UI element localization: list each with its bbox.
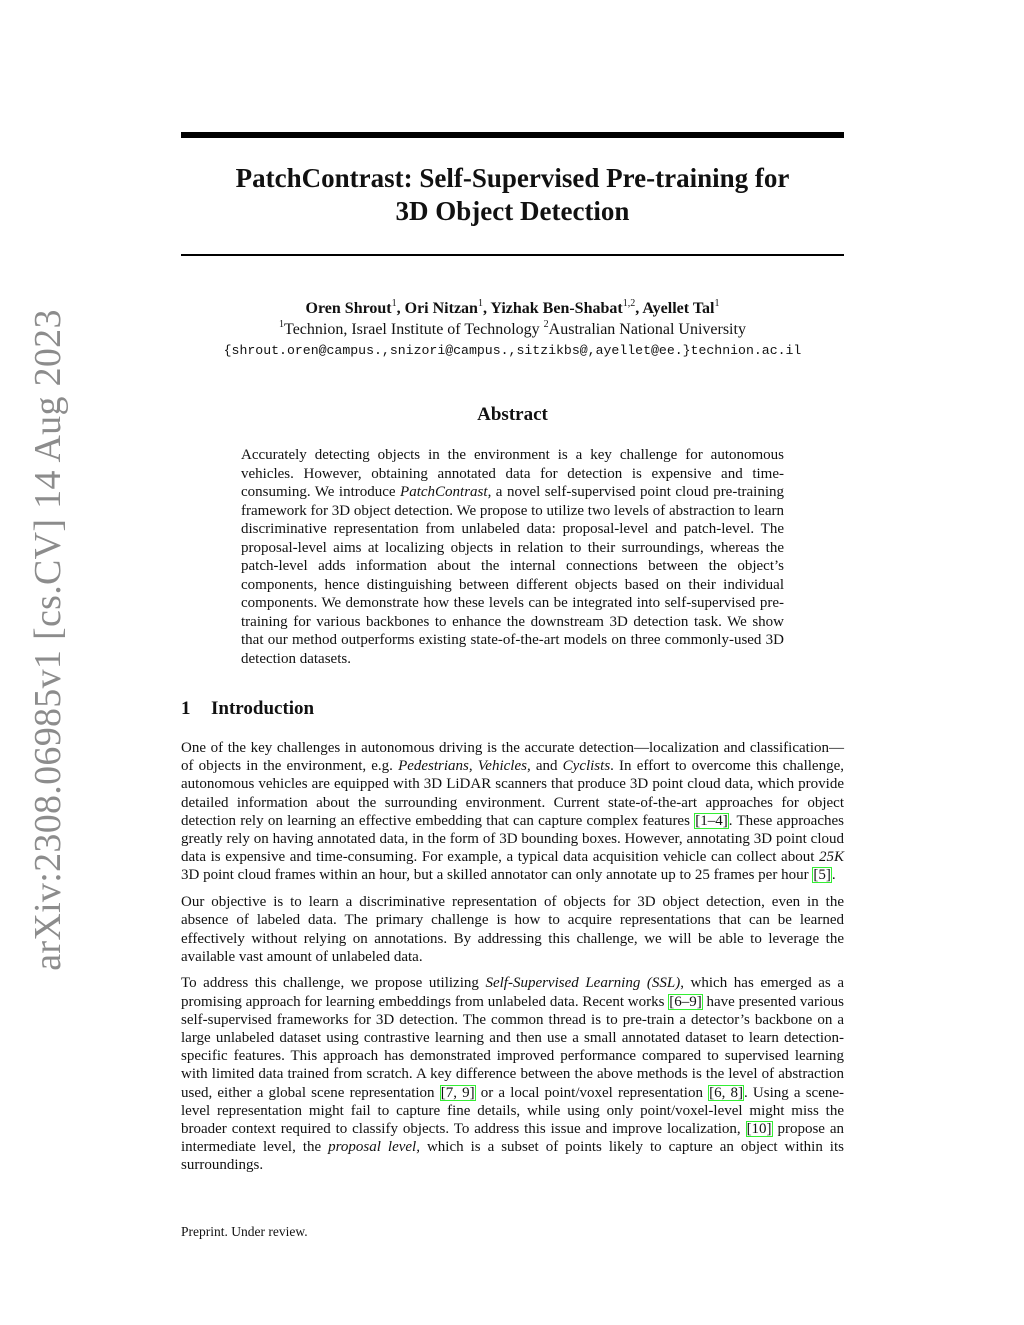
author-name: Ayellet Tal — [642, 300, 715, 317]
title-bottom-rule — [181, 254, 844, 256]
affiliation-2: Australian National University — [548, 321, 746, 338]
affiliation-mark: 2 — [543, 319, 549, 330]
emphasis: Cyclists — [562, 758, 611, 775]
abstract-text-run: , a novel self-supervised point cloud pre-training framework for 3D object detection. We propose to utilize two levels of abstraction to learn discriminative representation from unlabeled data: proposal-level and patch-level. The proposal-level aims at localizing objects in relation to their surroundings, whereas the patch-level adds information about the internal connections between the object’s components, hence distinguishing between different objects based on their individual components. We demonstrate how these levels can be integrated into self-supervised pre-training for various backbones to enhance the downstream 3D detection task. We show that our method outperforms existing state-of-the-art models on three commonly-used 3D detection datasets. — [241, 484, 784, 667]
paragraph-text-run: One of the key challenges in autonomous driving is the accurate detection—localization and classification—of objects in the environment, e.g. — [181, 740, 844, 775]
author-affiliation-mark: 1 — [391, 298, 397, 309]
author-affiliations — [181, 319, 844, 340]
author-name: Oren Shrout — [305, 300, 392, 317]
citation-link[interactable]: [10] — [746, 1121, 772, 1138]
arxiv-identifier-stamp: arXiv:2308.06985v1 [cs.CV] 14 Aug 2023 — [27, 309, 69, 971]
paragraph-2: Our objective is to learn a discriminative representation of objects for 3D object detection, even in the absence of labeled data. The primary challenge is how to acquire representations that can be learned effectively without relying on annotations. By addressing this challenge, we will be able to leverage the available vast amount of unlabeled data. — [181, 894, 844, 965]
author-emails: {shrout.oren@campus.,snizori@campus.,sitzikbs@,ayellet@ee.}technion.ac.il — [223, 343, 802, 358]
paragraph-text-run: . In effort to overcome this challenge, autonomous vehicles are equipped with 3D LiDAR scanners that produce 3D point cloud data, which provide detailed information about the surrounding environment. Current state-of-the-art approaches for object detection rely on learning an effective embedding that can capture complex features — [181, 758, 844, 829]
affiliation-1: Technion, Israel Institute of Technology — [284, 321, 544, 338]
method-name-emphasis: PatchContrast — [400, 484, 488, 500]
section-title: Introduction — [211, 698, 315, 719]
author-block — [181, 298, 844, 361]
math-expression: 25K — [818, 849, 844, 866]
paragraph-text-run: , and — [526, 758, 563, 775]
preprint-footer: Preprint. Under review. — [181, 1224, 308, 1239]
author-affiliation-mark: 1 — [477, 298, 483, 309]
emphasis: Vehicles — [477, 758, 527, 775]
paragraph-text-run: propose an intermediate level, the — [181, 1121, 844, 1156]
title-top-rule — [181, 132, 844, 138]
paragraph-text-run: have presented various self-supervised frameworks for 3D detection. The common thread is to pre-train a detector’s backbone on a large unlabeled dataset using contrastive learning and then use a small annotated dataset to learn detection-specific features. This approach has demonstrated improved performance compared to supervised learning with limited data trained from scratch. A key difference between the above methods is the level of abstraction used, either a global scene representation — [181, 993, 844, 1101]
paragraph-text-run: , which has emerged as a promising approach for learning embeddings from unlabeled data. Recent works — [181, 975, 845, 1010]
title-line-1: PatchContrast: Self-Supervised Pre-training for — [235, 163, 790, 193]
citation-link[interactable]: [6–9] — [669, 993, 702, 1010]
section-heading-introduction — [181, 698, 314, 720]
author-affiliation-mark: 1 — [714, 298, 720, 309]
paper-title — [181, 162, 844, 228]
author-separator: , — [482, 300, 491, 317]
paragraph-text-run: . — [831, 867, 836, 884]
affiliation-mark: 1 — [279, 319, 285, 330]
paragraph-3 — [181, 974, 844, 1174]
author-separator: , — [635, 300, 643, 317]
introduction-body — [181, 739, 844, 1183]
paragraph-text-run: . These approaches greatly rely on having annotated data, in the form of 3D bounding boxes. However, annotating 3D point cloud data is expensive and time-consuming. For example, a typical data acquisition vehicle can collect about — [181, 812, 844, 866]
citation-link[interactable]: [6, 8] — [709, 1084, 743, 1101]
paragraph-text-run: , — [468, 758, 478, 775]
author-name: Ori Nitzan — [404, 300, 478, 317]
section-number: 1 — [181, 698, 191, 719]
title-line-2: 3D Object Detection — [395, 196, 630, 226]
citation-link[interactable]: [1–4] — [695, 812, 728, 829]
abstract-text — [241, 446, 784, 668]
paragraph-text-run: or a local point/voxel representation — [475, 1084, 709, 1101]
paragraph-text-run: which is a subset of points likely to capture an object within its surroundings. — [181, 1139, 844, 1174]
author-name: Yizhak Ben-Shabat — [490, 300, 623, 317]
paragraph-1 — [181, 739, 844, 885]
abstract-heading: Abstract — [477, 404, 548, 425]
author-affiliation-mark: 1,2 — [622, 298, 636, 309]
citation-link[interactable]: [5] — [813, 867, 831, 884]
emphasis: proposal level, — [328, 1139, 420, 1156]
author-names — [181, 298, 844, 319]
paragraph-text-run: . Using a scene-level representation might fail to capture fine details, while using only point/voxel-level might miss the broader context required to classify objects. To address this issue and improve localization, — [181, 1084, 844, 1138]
citation-link[interactable]: [7, 9] — [440, 1084, 475, 1101]
paragraph-text-run: To address this challenge, we propose utilizing — [181, 975, 486, 992]
emphasis: Self-Supervised Learning (SSL) — [485, 975, 681, 992]
author-separator: , — [396, 300, 405, 317]
abstract-text-run: Accurately detecting objects in the environment is a key challenge for autonomous vehicles. However, obtaining annotated data for detection is expensive and time-consuming. We introduce — [241, 447, 784, 500]
emphasis: Pedestrians — [398, 758, 469, 775]
paragraph-text-run: 3D point cloud frames within an hour, but a skilled annotator can only annotate up to 25 frames per hour — [181, 867, 813, 884]
